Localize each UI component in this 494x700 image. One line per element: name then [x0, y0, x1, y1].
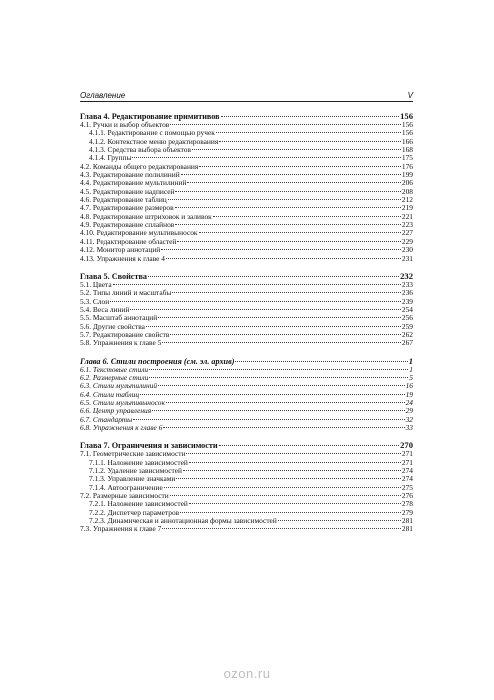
toc-entry-title: 5.6. Другие свойства — [80, 321, 145, 331]
toc-entry-title: 4.1.2. Контекстное меню редактирования — [89, 136, 219, 146]
toc-entry-page: 206 — [401, 178, 413, 188]
toc-chapter — [80, 272, 413, 281]
toc-entry-title: 5.2. Типы линий и масштабы — [80, 288, 172, 298]
dot-leader — [189, 503, 401, 504]
running-header-page-number: V — [407, 91, 413, 100]
dot-leader — [168, 199, 401, 200]
toc-entry-title: 7.1.4. Автоограничение — [89, 482, 163, 492]
toc-entry-page: 223 — [401, 220, 413, 230]
dot-leader — [192, 149, 401, 150]
toc-entry-page: 32 — [405, 414, 413, 424]
dot-leader — [133, 419, 404, 420]
toc-entry-page: 229 — [401, 236, 413, 246]
toc-entry-title: 6.2. Размерные стили — [80, 372, 149, 382]
dot-leader — [183, 470, 401, 471]
dot-leader — [163, 427, 404, 428]
dot-leader — [189, 462, 401, 463]
toc-entry — [80, 289, 413, 297]
toc-entry-page: 262 — [401, 329, 413, 339]
dot-leader — [176, 478, 401, 479]
toc-chapter-page: 1 — [408, 355, 413, 366]
toc-entry — [80, 525, 413, 533]
toc-entry-page: 275 — [401, 482, 413, 492]
toc-entry-title: 5.1. Цвета — [80, 279, 112, 289]
toc-entry-title: 5.7. Редактирование свойств — [80, 329, 170, 339]
toc-chapter-title: Глава 7. Ограничения и зависимости — [80, 441, 218, 451]
toc-entry-page: 254 — [401, 304, 413, 314]
toc-entry-title: 4.1.1. Редактирование с помощью ручек — [89, 128, 215, 138]
toc-chapter-title: Глава 6. Стили построения (см. эл. архив) — [80, 356, 235, 366]
dot-leader — [164, 487, 401, 488]
dot-leader — [158, 317, 401, 318]
dot-leader — [161, 249, 401, 250]
dot-leader — [110, 301, 401, 302]
toc-entry-title: 4.12. Монитор аннотаций — [80, 245, 161, 255]
toc-entry-title: 7.2.1. Наложение зависимостей — [89, 499, 188, 509]
toc-entry-page: 166 — [401, 136, 413, 146]
dot-leader — [166, 258, 401, 259]
toc-entry — [80, 298, 413, 306]
toc-entry-title: 7.1. Геометрические зависимости — [80, 449, 186, 459]
dot-leader — [213, 216, 401, 217]
toc-entry-page: 219 — [401, 203, 413, 213]
toc-chapter-title: Глава 4. Редактирование примитивов — [80, 112, 220, 121]
toc-entry-page: 175 — [401, 153, 413, 163]
toc-entry-title: 5.5. Масштаб аннотаций — [80, 313, 158, 323]
toc-entry — [80, 424, 413, 432]
toc-entry-page: 281 — [401, 524, 413, 534]
toc-entry-title: 6.7. Стандарты — [80, 414, 133, 424]
dot-leader — [146, 326, 401, 327]
dot-leader — [181, 174, 401, 175]
dot-leader — [113, 284, 401, 285]
dot-leader — [162, 342, 401, 343]
toc-entry-page: 19 — [405, 389, 413, 399]
toc-entry-title: 5.3. Слои — [80, 296, 110, 306]
toc-entry-title: 4.13. Упражнения к главе 4 — [80, 253, 165, 263]
toc-entry-page: 267 — [401, 338, 413, 348]
dot-leader — [170, 124, 401, 125]
ozon-watermark: ozon.ru — [223, 666, 271, 681]
toc-entry-title: 7.1.2. Удаление зависимостей — [89, 466, 182, 476]
toc-entry-page: 16 — [405, 381, 413, 391]
toc-entry-page: 5 — [409, 372, 413, 382]
toc-entry-page: 176 — [401, 161, 413, 171]
running-header-title: Оглавление — [80, 91, 126, 100]
toc-entry-title: 4.9. Редактирование сплайнов — [80, 220, 175, 230]
toc-entry-page: 208 — [401, 186, 413, 196]
toc-entry-page: 24 — [405, 397, 413, 407]
toc-entry-page: 168 — [401, 145, 413, 155]
toc-entry-page: 279 — [401, 507, 413, 517]
section-gap — [80, 432, 413, 441]
toc-entry-title: 7.3. Упражнения к главе 7 — [80, 524, 162, 534]
toc-entry-title: 7.2. Размерные зависимости — [80, 491, 169, 501]
toc-entry-page: 29 — [405, 406, 413, 416]
toc-entry-title: 5.4. Веса линий — [80, 304, 130, 314]
dot-leader — [187, 182, 400, 183]
dot-leader — [158, 385, 405, 386]
toc-entry-title: 4.1.4. Группы — [89, 153, 132, 163]
toc-chapter-page: 270 — [400, 440, 413, 451]
dot-leader — [278, 520, 401, 521]
dot-leader — [166, 402, 405, 403]
toc-entry-title: 6.4. Стили таблиц — [80, 389, 140, 399]
toc-entry-page: 274 — [401, 474, 413, 484]
toc-entry-title: 7.2.2. Диспетчер параметров — [89, 507, 180, 517]
dot-leader — [162, 528, 401, 529]
toc-entry-title: 4.11. Редактирование областей — [80, 236, 177, 246]
toc-entry-title: 6.6. Центр управления — [80, 406, 152, 416]
toc-entry-page: 227 — [401, 228, 413, 238]
toc-entry — [80, 339, 413, 347]
dot-leader — [170, 495, 401, 496]
dot-leader — [216, 132, 401, 133]
toc-entry-title: 6.3. Стили мультилиний — [80, 381, 158, 391]
toc-chapter-page: 232 — [400, 270, 413, 281]
toc-entry — [80, 255, 413, 263]
toc-entry-title: 7.1.1. Наложение зависимостей — [89, 457, 188, 467]
dot-leader — [175, 207, 401, 208]
toc-entry-page: 1 — [409, 364, 413, 374]
toc-entry-page: 281 — [401, 516, 413, 526]
dot-leader — [130, 309, 401, 310]
toc-chapter-page: 156 — [400, 111, 413, 121]
toc-entry-title: 4.1. Ручки и выбор объектов — [80, 120, 170, 129]
toc-entry-page: 271 — [401, 457, 413, 467]
toc-entry-title: 4.5. Редактирование надписей — [80, 186, 175, 196]
toc-entry-page: 156 — [401, 120, 413, 129]
dot-leader — [148, 276, 399, 277]
dot-leader — [180, 512, 401, 513]
dot-leader — [149, 377, 408, 378]
toc-entry-title: 6.8. Упражнения к главе 6 — [80, 423, 163, 432]
toc-entry-title: 6.1. Текстовые стили — [80, 364, 149, 374]
toc-entry-title: 4.7. Редактирование размеров — [80, 203, 174, 213]
toc-entry-page: 259 — [401, 321, 413, 331]
toc-entry-page: 230 — [401, 245, 413, 255]
toc-entry-page: 278 — [401, 499, 413, 509]
dot-leader — [199, 232, 401, 233]
toc-entry-title: 7.1.3. Управление значками — [89, 474, 176, 484]
running-header — [80, 91, 413, 102]
toc-entry-title: 6.5. Стили мультивыносок — [80, 397, 165, 407]
dot-leader — [170, 334, 401, 335]
dot-leader — [175, 191, 400, 192]
toc-entry-title: 4.10. Редактирование мультивыносок — [80, 228, 198, 238]
dot-leader — [199, 166, 401, 167]
dot-leader — [219, 141, 401, 142]
dot-leader — [175, 224, 401, 225]
dot-leader — [152, 410, 404, 411]
toc-entry-title: 4.6. Редактирование таблиц — [80, 195, 167, 205]
dot-leader — [186, 453, 400, 454]
toc-entry-page: 231 — [401, 253, 413, 263]
toc-entry-title: 4.8. Редактирование штриховок и заливок — [80, 211, 212, 221]
section-gap — [80, 348, 413, 357]
toc-entry-page: 271 — [401, 449, 413, 459]
dot-leader — [149, 369, 408, 370]
toc-entry-page: 199 — [401, 170, 413, 180]
dot-leader — [235, 361, 407, 362]
toc-entry-page: 256 — [401, 313, 413, 323]
dot-leader — [172, 292, 401, 293]
toc-chapter-title: Глава 5. Свойства — [80, 271, 147, 281]
toc-entry-page: 33 — [405, 423, 413, 432]
toc-entry-title: 7.2.3. Динамическая и аннотационная формы зависимостей — [89, 516, 277, 526]
toc-entry-title: 4.2. Команды общего редактирования — [80, 161, 199, 171]
toc-entry-page: 239 — [401, 296, 413, 306]
dot-leader — [221, 116, 400, 117]
toc-entry-title: 5.8. Упражнения к главе 5 — [80, 338, 162, 348]
dot-leader — [140, 394, 405, 395]
toc-entry-title: 4.1.3. Средства выбора объектов — [89, 145, 191, 155]
toc-entry-title: 4.4. Редактирование мультилиний — [80, 178, 187, 188]
dot-leader — [177, 241, 401, 242]
toc-entry-page: 276 — [401, 491, 413, 501]
table-of-contents — [80, 112, 413, 534]
toc-entry-page: 274 — [401, 466, 413, 476]
toc-entry-page: 212 — [401, 195, 413, 205]
toc-entry-page: 236 — [401, 288, 413, 298]
dot-leader — [219, 445, 399, 446]
toc-entry-page: 156 — [401, 128, 413, 138]
toc-entry-page: 221 — [401, 211, 413, 221]
dot-leader — [132, 157, 400, 158]
toc-entry-title: 4.3. Редактирование полилиний — [80, 170, 180, 180]
section-gap — [80, 263, 413, 272]
toc-entry-page: 233 — [401, 279, 413, 289]
